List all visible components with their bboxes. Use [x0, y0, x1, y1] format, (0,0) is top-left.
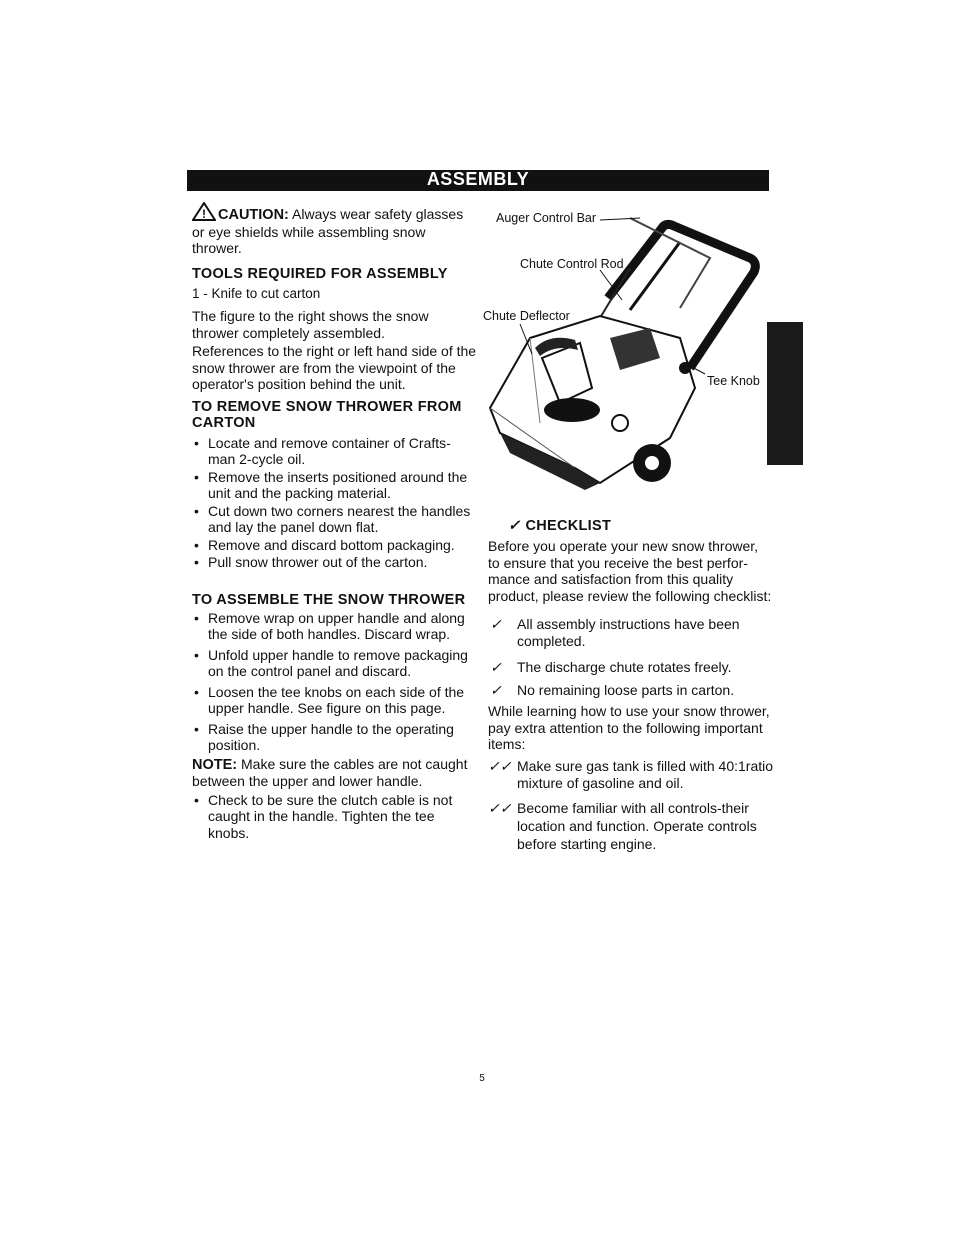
checklist-item	[488, 682, 773, 699]
list-item: • Remove the inserts positioned around the unit and the packing material.	[192, 469, 477, 502]
list-item: • Check to be sure the clutch cable is not caught in the handle. Tighten the tee knobs.	[192, 792, 477, 842]
caution-block	[192, 202, 477, 257]
checkmark-icon: ✓	[490, 659, 502, 675]
snow-thrower-illustration	[480, 198, 765, 508]
section-tab-marker	[767, 322, 803, 465]
list-item: • Raise the upper handle to the operating position.	[192, 721, 477, 754]
checklist-item	[488, 616, 773, 650]
section-title: ASSEMBLY	[426, 169, 530, 189]
tools-heading: TOOLS REQUIRED FOR ASSEMBLY	[192, 265, 448, 282]
checkmark-icon: ✓	[508, 518, 521, 534]
double-checkmark-icon: ✓✓	[488, 799, 512, 816]
checklist-title: CHECKLIST	[525, 518, 612, 534]
important-item-text: Become familiar with all controls-their location and function. Operate controls before starting engine.	[517, 799, 757, 852]
svg-text:!: !	[202, 207, 206, 221]
list-item: • Remove wrap on upper handle and along the side of both handles. Discard wrap.	[192, 610, 477, 643]
checklist-item-text: The discharge chute rotates freely.	[517, 659, 732, 675]
important-items	[488, 758, 773, 853]
tools-item: 1 - Knife to cut carton	[192, 285, 321, 301]
checklist-item	[488, 659, 773, 676]
note-text: Make sure the cables are not caught between the upper and lower handle.	[192, 755, 468, 789]
caution-label: CAUTION:	[218, 207, 289, 223]
checklist-items	[488, 616, 773, 699]
intro-paragraph-2: References to the right or left hand side of the snow thrower are from the viewpoint of the operator's position behind the unit.	[192, 343, 477, 392]
important-item-text: Make sure gas tank is filled with 40:1ratio mixture of gasoline and oil.	[517, 757, 774, 791]
list-item: • Cut down two corners nearest the handles and lay the panel down flat.	[192, 503, 477, 536]
caution-text: Always wear safety glasses or eye shields while assembling snow thrower.	[192, 206, 464, 256]
double-checkmark-icon: ✓✓	[488, 757, 512, 774]
checklist-intro: Before you operate your new snow thrower, to ensure that you receive the best perfor-mance and satisfaction from this quality product, please review the following checklist:	[488, 538, 772, 604]
note-label: NOTE:	[192, 756, 238, 773]
intro-paragraph-1: The figure to the right shows the snow thrower completely assembled.	[192, 308, 429, 341]
checkmark-icon: ✓	[490, 682, 502, 698]
checklist-section	[488, 518, 773, 853]
note-paragraph	[192, 756, 477, 790]
left-column	[192, 202, 477, 842]
important-item	[488, 799, 773, 853]
label-auger-control-bar: Auger Control Bar	[496, 211, 597, 225]
list-item: • Loosen the tee knobs on each side of the upper handle. See figure on this page.	[192, 684, 477, 717]
assemble-steps-list	[192, 610, 477, 754]
assemble-heading: TO ASSEMBLE THE SNOW THROWER	[192, 591, 466, 608]
snow-thrower-figure	[480, 198, 765, 508]
warning-triangle-icon	[192, 202, 216, 221]
label-chute-deflector: Chute Deflector	[483, 309, 570, 323]
learning-paragraph: While learning how to use your snow thrower, pay extra attention to the following important items:	[488, 703, 770, 752]
checkmark-icon: ✓	[490, 616, 502, 632]
list-item: • Pull snow thrower out of the carton.	[192, 554, 477, 571]
list-item: • Unfold upper handle to remove packaging on the control panel and discard.	[192, 647, 477, 680]
checklist-heading	[488, 518, 773, 534]
section-banner	[187, 170, 769, 191]
checklist-item-text: All assembly instructions have been completed.	[517, 616, 740, 649]
page-number: 5	[479, 1073, 485, 1084]
important-item	[488, 758, 773, 792]
label-chute-control-rod: Chute Control Rod	[520, 257, 624, 271]
remove-heading: TO REMOVE SNOW THROWER FROM CARTON	[192, 398, 462, 431]
label-tee-knob: Tee Knob	[707, 374, 760, 388]
remove-steps-list	[192, 435, 477, 571]
checklist-item-text: No remaining loose parts in carton.	[517, 682, 735, 698]
list-item: • Remove and discard bottom packaging.	[192, 537, 477, 554]
list-item: • Locate and remove container of Crafts-man 2-cycle oil.	[192, 435, 477, 468]
assemble-final-list	[192, 792, 477, 842]
